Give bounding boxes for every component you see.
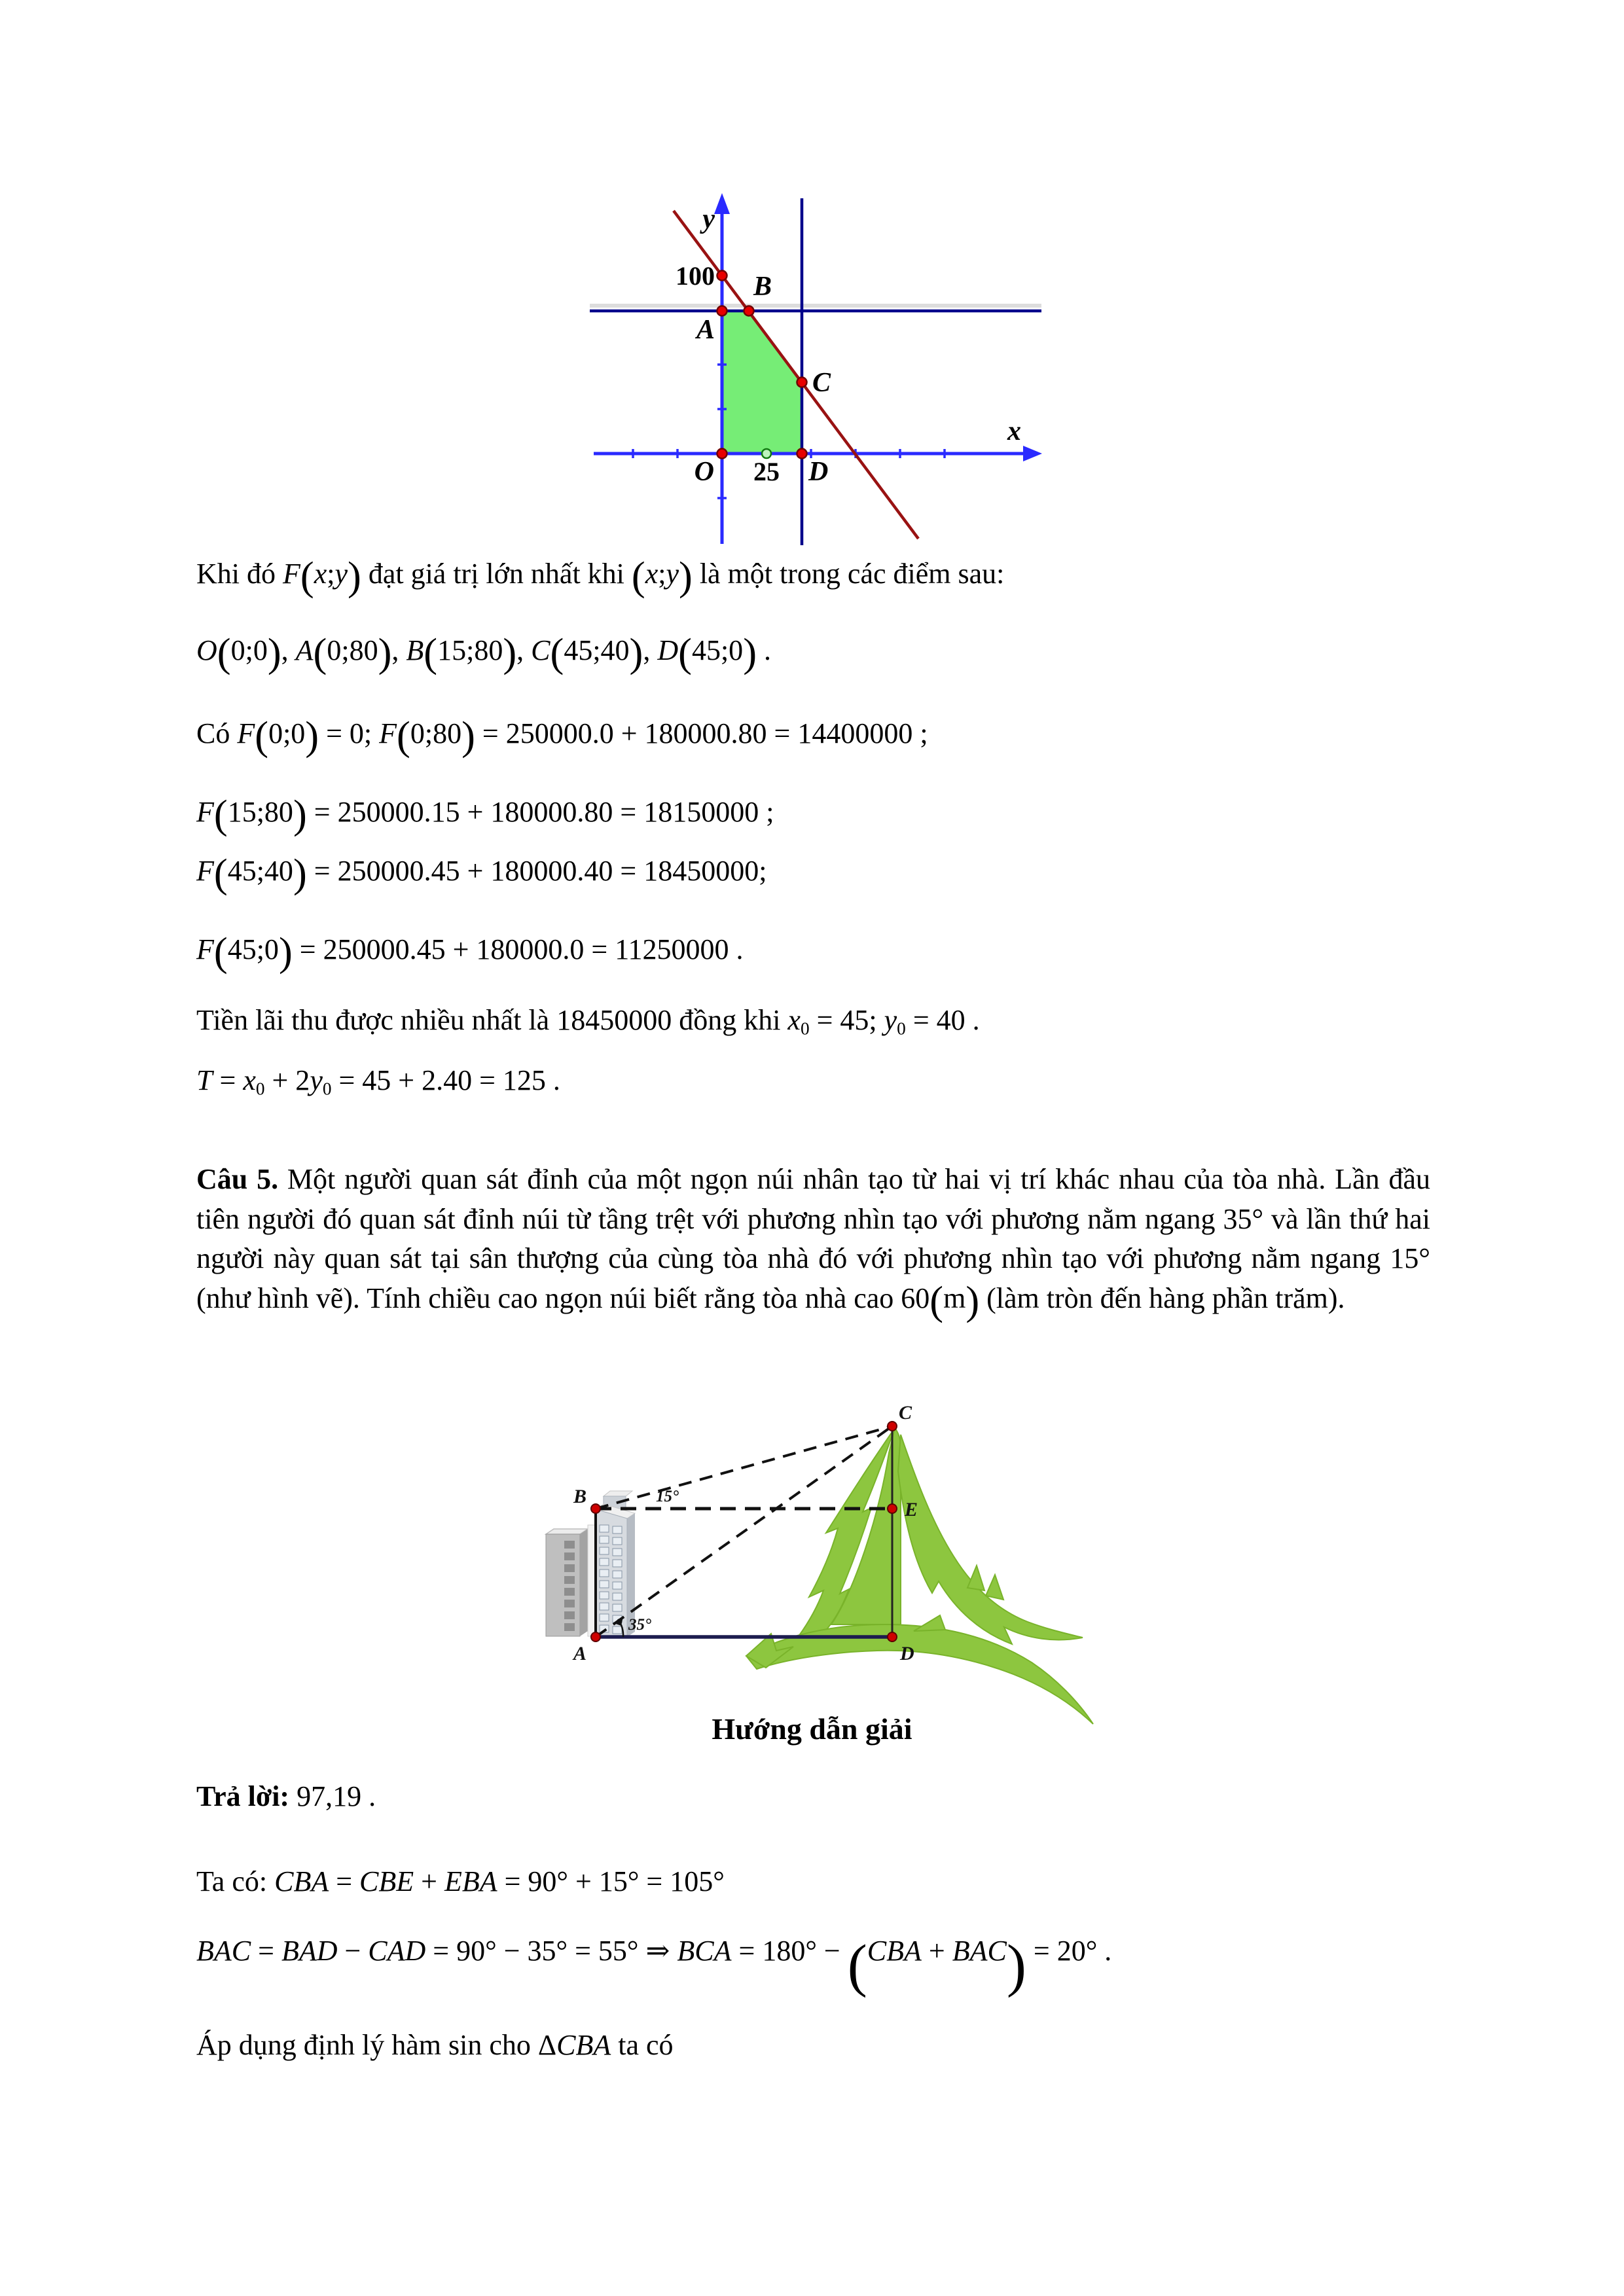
point-O [717, 449, 727, 459]
label-O: O [694, 457, 714, 487]
intro-line: Khi đó F(x;y) đạt giá trị lớn nhất khi (x;y) là một trong các điểm sau: [196, 552, 1005, 599]
label-C: C [899, 1402, 912, 1424]
label-A: A [696, 315, 715, 345]
label-C: C [812, 368, 831, 398]
point-B [744, 306, 754, 316]
point-E [888, 1504, 897, 1513]
x-axis-label: x [1007, 416, 1021, 446]
mountain-svg [524, 1394, 1113, 1734]
answer-line: Trả lời: 97,19 . [196, 1780, 376, 1812]
ridge-bump-2 [986, 1575, 1003, 1600]
t-sum-line: T = x0 + 2y0 = 45 + 2.40 = 125 . [196, 1064, 560, 1099]
label-angle-15: 15° [656, 1488, 679, 1505]
line-BC-dashed [596, 1426, 892, 1509]
y-axis-label: y [702, 204, 715, 234]
point-A [591, 1632, 600, 1641]
feasible-region-polygon [722, 311, 802, 454]
points-line: O(0;0), A(0;80), B(15;80), C(45;40), D(45;0) . [196, 629, 771, 675]
label-D: D [808, 457, 829, 487]
mountain-right-ridge [898, 1435, 1083, 1644]
ridge-bump-1 [967, 1566, 984, 1590]
label-angle-35: 35° [628, 1616, 651, 1634]
formula-f1580: F(15;80) = 250000.15 + 180000.80 = 18150000 ; [196, 791, 774, 837]
red-line [674, 211, 918, 539]
label-A: A [573, 1643, 586, 1664]
question-5-paragraph: Câu 5. Một người quan sát đỉnh của một ngọn núi nhân tạo từ hai vị trí khác nhau của tòa nhà. Lần đầu tiên người đó quan sát đỉnh núi từ tầng trệt với phương nhìn tạo với phương nằm ngang 35° và lần thứ hai người này quan sát tại sân thượng của cùng tòa nhà đó với phương nhìn tạo với phương nằm ngang 15° (như hình vẽ). Tính chiều cao ngọn núi biết rằng tòa nhà cao 60(m) (làm tròn đến hàng phần trăm). [196, 1163, 1430, 1324]
bac-line: BAC = BAD − CAD = 90° − 35° = 55° ⇒ BCA = 180° − (CBA + BAC) = 20° . [196, 1932, 1112, 1998]
mountain-figure [524, 1394, 1113, 1734]
back-building-side [580, 1529, 588, 1636]
apdung-line: Áp dụng định lý hàm sin cho ΔCBA ta có [196, 2029, 674, 2061]
label-D: D [900, 1643, 914, 1664]
formula-f450: F(45;0) = 250000.45 + 180000.0 = 11250000 . [196, 928, 744, 975]
label-B: B [573, 1486, 586, 1507]
point-D [888, 1632, 897, 1641]
point-C [797, 378, 807, 387]
feasible-region-svg [586, 88, 1044, 547]
mountain-shape [746, 1428, 1093, 1724]
label-25: 25 [753, 457, 780, 486]
rear-tower-roof [604, 1491, 632, 1496]
profit-line: Tiền lãi thu được nhiều nhất là 18450000 đồng khi x0 = 45; y0 = 40 . [196, 1004, 980, 1039]
label-100: 100 [676, 261, 715, 291]
taco-line: Ta có: CBA = CBE + EBA = 90° + 15° = 105° [196, 1865, 725, 1897]
label-E: E [905, 1499, 918, 1520]
back-building-front [546, 1534, 580, 1636]
formula-f4540: F(45;40) = 250000.45 + 180000.40 = 18450000; [196, 850, 767, 896]
y-axis-arrow-icon [714, 193, 730, 214]
buildings [546, 1491, 635, 1637]
x-axis-arrow-icon [1023, 446, 1042, 461]
swoosh-notch [914, 1615, 945, 1631]
point-B [591, 1504, 600, 1513]
point-A [717, 306, 727, 316]
label-B: B [753, 272, 772, 302]
mountain-swoosh [746, 1624, 1093, 1724]
point-D [797, 449, 807, 459]
formula-f00: Có F(0;0) = 0; F(0;80) = 250000.0 + 180000.80 = 14400000 ; [196, 712, 928, 759]
feasible-region-figure [586, 88, 1044, 547]
solution-heading: Hướng dẫn giải [712, 1712, 912, 1746]
point-C [888, 1422, 897, 1431]
point-100 [717, 271, 727, 281]
